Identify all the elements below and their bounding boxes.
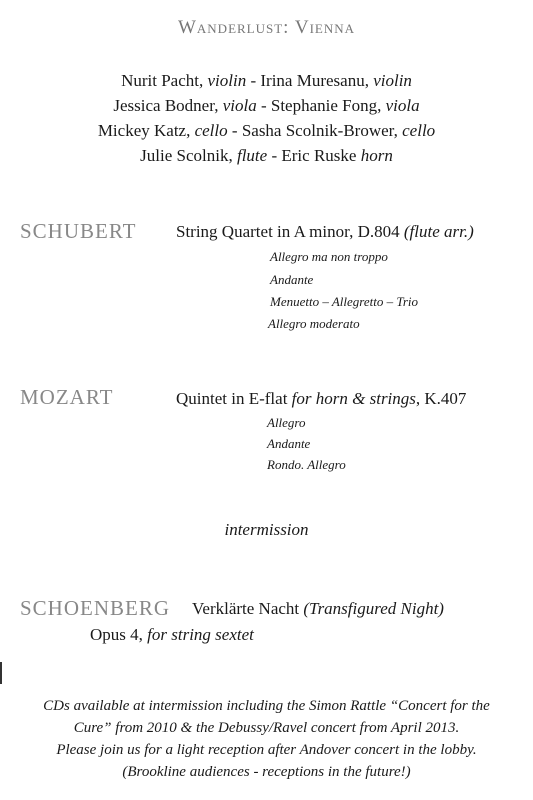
- performer-name: Sasha Scolnik-Brower,: [241, 121, 403, 140]
- performer-name: Stephanie Fong,: [270, 96, 386, 115]
- work-catalog: , K.407: [415, 389, 467, 408]
- performer-name: Eric Ruske: [281, 146, 361, 165]
- performer-name: Julie Scolnik,: [140, 146, 237, 165]
- work-mozart: [176, 389, 466, 409]
- performer-list: [0, 68, 533, 168]
- movement: Menuetto – Allegretto – Trio: [270, 294, 419, 309]
- separator: -: [246, 71, 261, 90]
- composer-schoenberg: SCHOENBERG: [20, 596, 171, 620]
- instrument: viola: [385, 96, 420, 115]
- instrument: viola: [222, 96, 257, 115]
- program-title: Wanderlust: Vienna: [177, 17, 356, 38]
- separator: -: [267, 146, 282, 165]
- movement: Rondo. Allegro: [267, 457, 346, 472]
- movement: Andante: [267, 436, 311, 451]
- footer-line: CDs available at intermission including the Simon Rattle “Concert for the: [43, 698, 490, 714]
- footer-notes: [0, 695, 533, 783]
- performer-line: [0, 143, 533, 168]
- work-title: Verklärte Nacht: [192, 599, 304, 618]
- opus-note: for string sextet: [147, 625, 254, 644]
- footer-line: Cure” from 2010 & the Debussy/Ravel concert from April 2013.: [73, 720, 460, 736]
- composer-mozart: MOZART: [20, 385, 114, 409]
- instrument: violin: [373, 71, 412, 90]
- work-schubert: [176, 222, 474, 242]
- opus-number: Opus 4,: [90, 625, 148, 644]
- footer-line: (Brookline audiences - receptions in the future!): [122, 764, 411, 780]
- instrument: cello: [194, 121, 228, 140]
- work-note: for horn & strings: [291, 389, 416, 408]
- performer-line: [0, 68, 533, 93]
- separator: -: [227, 121, 242, 140]
- movement: Andante: [270, 272, 314, 287]
- work-schoenberg: [192, 599, 444, 619]
- performer-name: Mickey Katz,: [97, 121, 195, 140]
- work-note: (flute arr.): [403, 222, 474, 241]
- work-title: String Quartet in A minor, D.804: [176, 222, 404, 241]
- work-opus: [90, 625, 254, 645]
- performer-line: [0, 118, 533, 143]
- instrument: violin: [207, 71, 247, 90]
- work-title: Quintet in E-flat: [176, 389, 292, 408]
- page-edge-mark: [0, 662, 2, 684]
- movement: Allegro moderato: [268, 316, 360, 331]
- composer-schubert: SCHUBERT: [20, 219, 137, 243]
- performer-name: Jessica Bodner,: [113, 96, 223, 115]
- movement: Allegro: [267, 415, 306, 430]
- movement: Allegro ma non troppo: [270, 249, 388, 264]
- performer-name: Irina Muresanu,: [260, 71, 374, 90]
- instrument: horn: [360, 146, 393, 165]
- instrument: cello: [402, 121, 436, 140]
- performer-name: Nurit Pacht,: [121, 71, 208, 90]
- instrument: flute: [236, 146, 268, 165]
- work-note: (Transfigured Night): [303, 599, 444, 618]
- footer-line: Please join us for a light reception after Andover concert in the lobby.: [56, 742, 477, 758]
- intermission-label: intermission: [224, 520, 309, 539]
- performer-line: [0, 93, 533, 118]
- separator: -: [256, 96, 271, 115]
